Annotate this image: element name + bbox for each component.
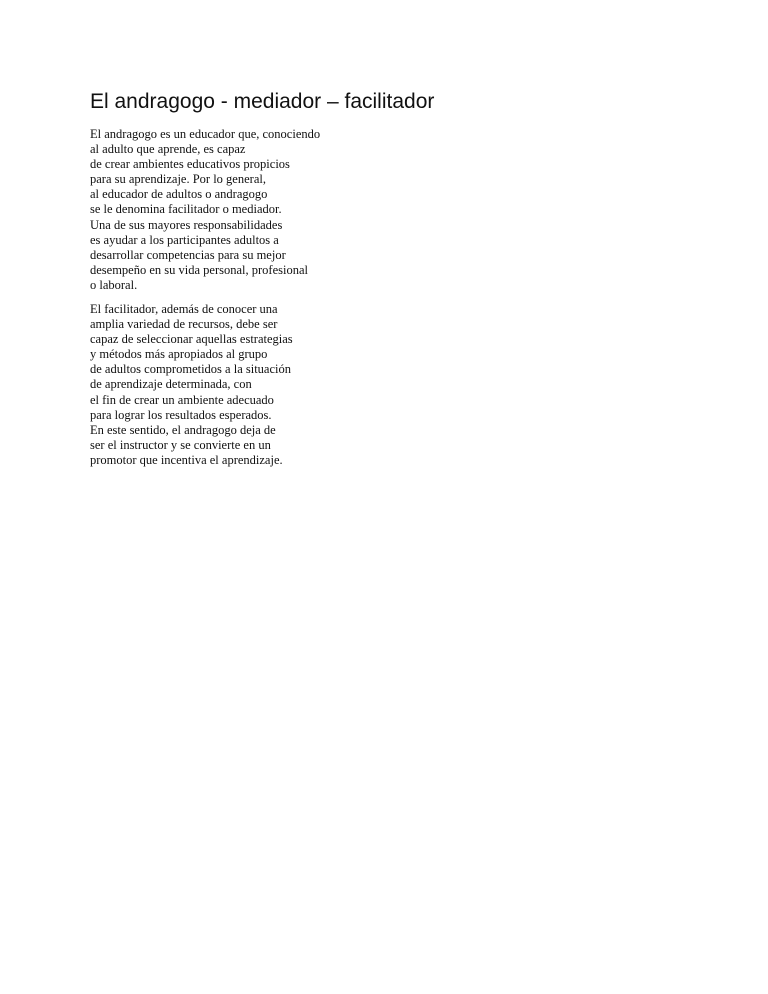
paragraph-2	[90, 302, 293, 468]
paragraph-line: de adultos comprometidos a la situación	[90, 362, 291, 377]
paragraph-line: ser el instructor y se convierte en un	[90, 437, 271, 452]
document-title: El andragogo - mediador – facilitador	[90, 90, 435, 113]
paragraph-line: de aprendizaje determinada, con	[90, 377, 252, 392]
paragraph-line: para su aprendizaje. Por lo general,	[90, 172, 266, 187]
paragraph-line: al educador de adultos o andragogo	[90, 187, 268, 202]
paragraph-line: al adulto que aprende, es capaz	[90, 142, 246, 157]
paragraph-line: desarrollar competencias para su mejor	[90, 247, 286, 262]
paragraph-line: de crear ambientes educativos propicios	[90, 157, 290, 172]
paragraph-1	[90, 127, 320, 293]
paragraph-line: amplia variedad de recursos, debe ser	[90, 317, 278, 332]
paragraph-line: y métodos más apropiados al grupo	[90, 347, 268, 362]
paragraph-line: el fin de crear un ambiente adecuado	[90, 392, 274, 407]
paragraph-line: En este sentido, el andragogo deja de	[90, 422, 276, 437]
paragraph-line: promotor que incentiva el aprendizaje.	[90, 452, 283, 467]
paragraph-line: o laboral.	[90, 277, 138, 292]
paragraph-line: desempeño en su vida personal, profesional	[90, 262, 308, 277]
paragraph-line: se le denomina facilitador o mediador.	[90, 202, 282, 217]
paragraph-line: Una de sus mayores responsabilidades	[90, 217, 283, 232]
paragraph-line: es ayudar a los participantes adultos a	[90, 232, 279, 247]
paragraph-line: capaz de seleccionar aquellas estrategias	[90, 332, 293, 347]
paragraph-line: El andragogo es un educador que, conociendo	[90, 127, 321, 141]
paragraph-line: para lograr los resultados esperados.	[90, 407, 272, 422]
paragraph-line: El facilitador, además de conocer una	[90, 302, 278, 316]
